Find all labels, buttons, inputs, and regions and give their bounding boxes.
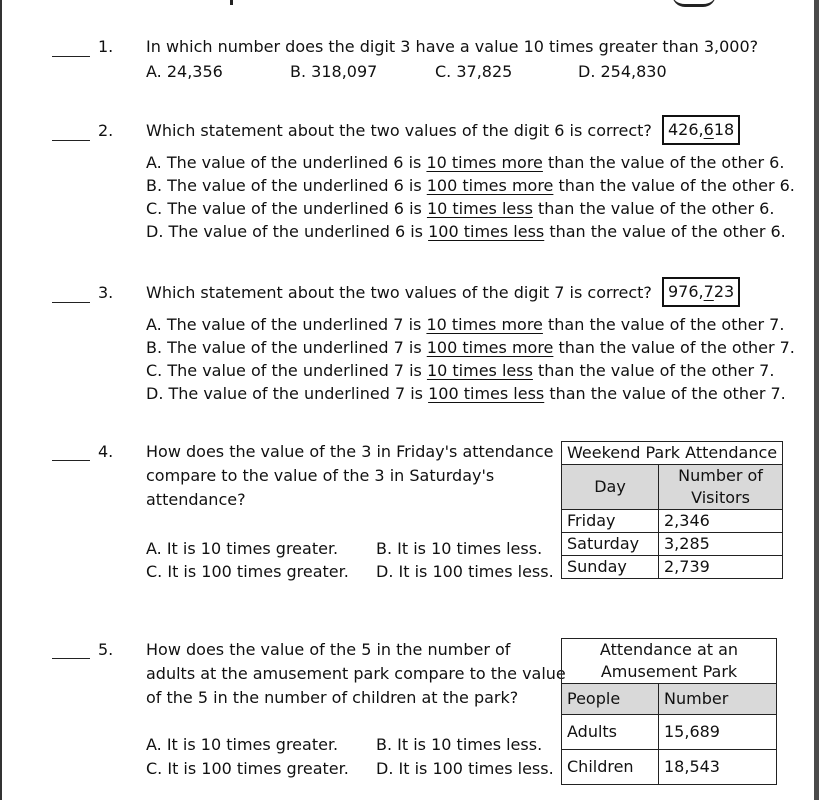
table-row: Sunday 2,739 — [562, 556, 783, 579]
q5-choice-b: B. It is 10 times less. — [376, 735, 543, 754]
q5-choice-d: D. It is 100 times less. — [376, 759, 554, 778]
q2-option-c: C. The value of the underlined 6 is 10 times less than the value of the other 6. — [146, 199, 775, 218]
q4-choice-d: D. It is 100 times less. — [376, 562, 554, 581]
q1-choice-c: C. 37,825 — [435, 62, 513, 81]
q5-choice-a: A. It is 10 times greater. — [146, 735, 339, 754]
q5-text-line-1: How does the value of the 5 in the number of — [146, 640, 511, 659]
question-number-4: 4. — [98, 442, 114, 461]
q4-choice-b: B. It is 10 times less. — [376, 539, 543, 558]
number-box-2 — [662, 115, 740, 145]
answer-blank-2[interactable] — [52, 140, 90, 141]
top-mark — [230, 0, 233, 5]
q1-choice-a: A. 24,356 — [146, 62, 223, 81]
box-digits-pre: 426, — [668, 120, 704, 139]
box-digits-pre: 976, — [668, 282, 704, 301]
answer-blank-3[interactable] — [52, 302, 90, 303]
q4-choice-c: C. It is 100 times greater. — [146, 562, 349, 581]
q3-option-c: C. The value of the underlined 7 is 10 times less than the value of the other 7. — [146, 361, 775, 380]
table-header-visitors: Number of Visitors — [659, 465, 783, 510]
box-underlined-digit: 6 — [703, 120, 714, 139]
page-right-edge — [814, 0, 819, 800]
q5-choice-c: C. It is 100 times greater. — [146, 759, 349, 778]
question-2-text: Which statement about the two values of the digit 6 is correct? — [146, 121, 652, 140]
table-header-number: Number — [659, 684, 777, 715]
box-digits-post: 18 — [713, 120, 735, 139]
q4-choice-a: A. It is 10 times greater. — [146, 539, 339, 558]
answer-blank-1[interactable] — [52, 56, 90, 57]
question-3-text: Which statement about the two values of the digit 7 is correct? — [146, 283, 652, 302]
q3-option-a: A. The value of the underlined 7 is 10 times more than the value of the other 7. — [146, 315, 785, 334]
weekend-attendance-table — [561, 441, 783, 579]
table-title: Weekend Park Attendance — [562, 442, 783, 465]
q5-text-line-3: of the 5 in the number of children at the park? — [146, 688, 519, 707]
q1-choice-b: B. 318,097 — [290, 62, 378, 81]
table-header-people: People — [562, 684, 659, 715]
box-underlined-digit: 7 — [703, 282, 714, 301]
box-digits-post: 23 — [713, 282, 735, 301]
answer-blank-5[interactable] — [52, 658, 90, 659]
amusement-park-table — [561, 638, 777, 785]
page-left-edge — [0, 0, 2, 800]
q3-option-d: D. The value of the underlined 7 is 100 times less than the value of the other 7. — [146, 384, 786, 403]
question-1-text: In which number does the digit 3 have a value 10 times greater than 3,000? — [146, 37, 759, 56]
q2-option-a: A. The value of the underlined 6 is 10 times more than the value of the other 6. — [146, 153, 785, 172]
table-header-day: Day — [562, 465, 659, 510]
question-number-5: 5. — [98, 640, 114, 659]
q2-option-d: D. The value of the underlined 6 is 100 times less than the value of the other 6. — [146, 222, 786, 241]
q4-text-line-1: How does the value of the 3 in Friday's attendance — [146, 442, 554, 461]
number-box-3 — [662, 277, 740, 307]
question-number-2: 2. — [98, 121, 114, 140]
table-row: Friday 2,346 — [562, 510, 783, 533]
top-arc — [672, 0, 716, 7]
question-number-3: 3. — [98, 283, 114, 302]
answer-blank-4[interactable] — [52, 460, 90, 461]
q1-choice-d: D. 254,830 — [578, 62, 667, 81]
q3-option-b: B. The value of the underlined 7 is 100 times more than the value of the other 7. — [146, 338, 795, 357]
table-row: Children 18,543 — [562, 750, 777, 785]
question-number-1: 1. — [98, 37, 114, 56]
table-row: Adults 15,689 — [562, 715, 777, 750]
table-row: Saturday 3,285 — [562, 533, 783, 556]
q4-text-line-2: compare to the value of the 3 in Saturday's — [146, 466, 495, 485]
table-title: Attendance at an Amusement Park — [562, 639, 777, 684]
q4-text-line-3: attendance? — [146, 490, 246, 509]
q2-option-b: B. The value of the underlined 6 is 100 times more than the value of the other 6. — [146, 176, 795, 195]
q5-text-line-2: adults at the amusement park compare to the value — [146, 664, 566, 683]
